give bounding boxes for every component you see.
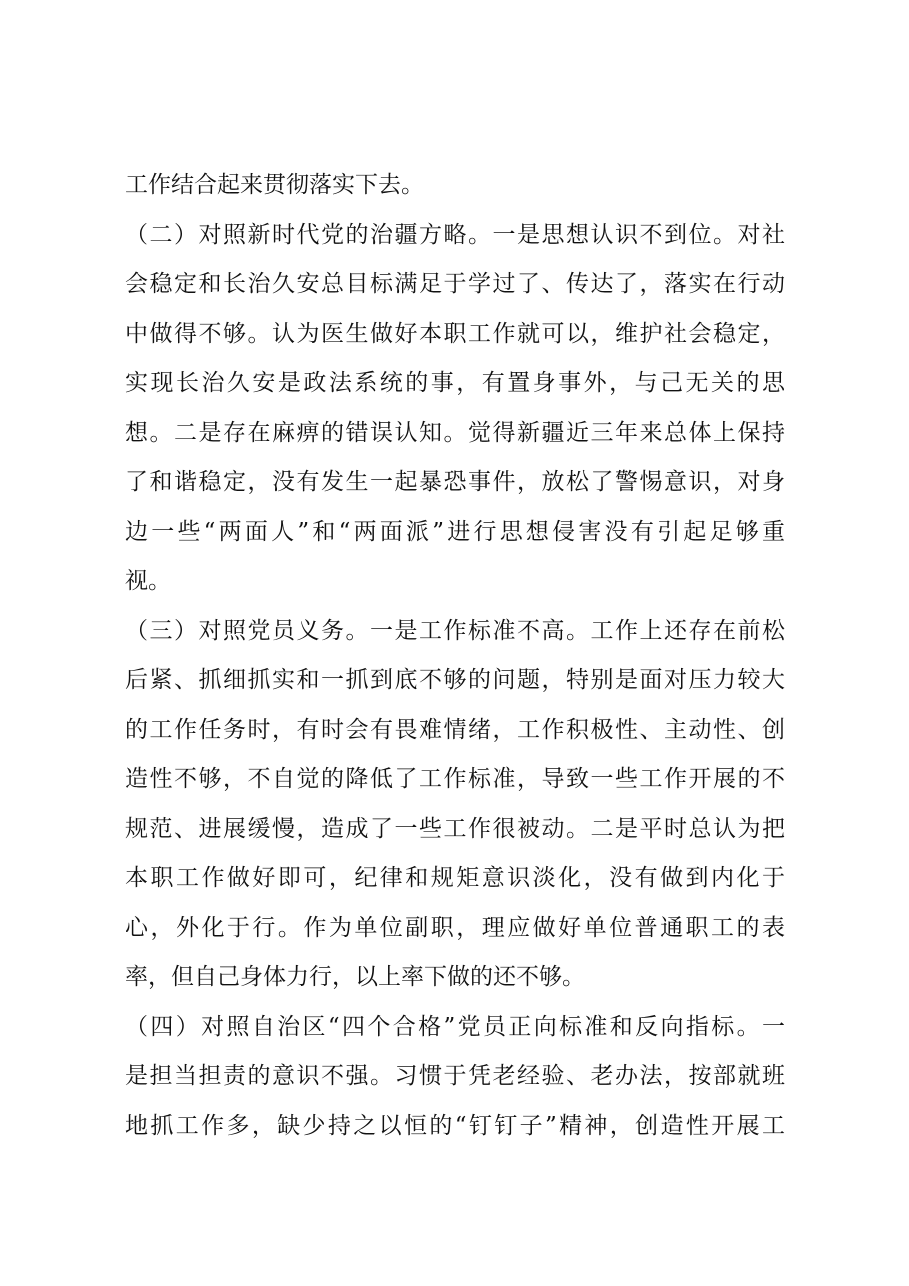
text-line: （二）对照新时代党的治疆方略。一是思想认识不到位。对社 [125,221,785,248]
text-line: 后紧、抓细抓实和一抓到底不够的问题，特别是面对压力较大 [125,667,785,693]
document-body [125,161,785,1151]
text-line: 地抓工作多，缺少持之以恒的“钉钉子”精神，创造性开展工 [125,1112,785,1139]
text-line: 造性不够，不自觉的降低了工作标准，导致一些工作开展的不 [125,766,785,792]
text-line: 边一些“两面人”和“两面派”进行思想侵害没有引起足够重 [125,518,785,545]
text-line: 心，外化于行。作为单位副职，理应做好单位普通职工的表 [125,914,785,941]
text-line: 想。二是存在麻痹的错误认知。觉得新疆近三年来总体上保持 [125,419,785,446]
text-line: 率，但自己身体力行，以上率下做的还不够。 [125,964,585,990]
text-line: 工作结合起来贯彻落实下去。 [125,172,424,198]
text-line: 实现长治久安是政法系统的事，有置身事外，与己无关的思 [125,370,785,396]
text-line: 是担当担责的意识不强。习惯于凭老经验、老办法，按部就班 [125,1063,785,1089]
text-line: 中做得不够。认为医生做好本职工作就可以，维护社会稳定， [125,320,785,347]
text-line: （三）对照党员义务。一是工作标准不高。工作上还存在前松 [125,617,785,644]
text-line: （四）对照自治区“四个合格”党员正向标准和反向指标。一 [125,1013,785,1040]
text-line: 的工作任务时，有时会有畏难情绪，工作积极性、主动性、创 [125,716,785,743]
text-line: 了和谐稳定，没有发生一起暴恐事件，放松了警惕意识，对身 [125,469,785,495]
text-line: 会稳定和长治久安总目标满足于学过了、传达了，落实在行动 [125,271,785,297]
text-line: 视。 [125,568,171,594]
text-line: 本职工作做好即可，纪律和规矩意识淡化，没有做到内化于 [125,865,785,891]
text-line: 规范、进展缓慢，造成了一些工作很被动。二是平时总认为把 [125,815,785,842]
